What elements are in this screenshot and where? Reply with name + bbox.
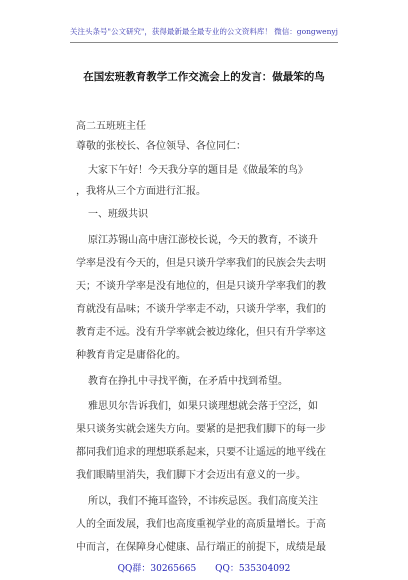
- body-line: 我们眼睛里消失，我们脚下才会迈出有意义的一步。: [76, 470, 306, 481]
- author-line: 高二五班班主任: [76, 121, 146, 132]
- section-heading: 一、班级共识: [88, 209, 148, 220]
- body-line: 果只谈务实就会迷失方向。要紧的是把我们脚下的每一步: [76, 424, 326, 435]
- body-line: ，我将从三个方面进行汇报。: [76, 186, 206, 197]
- body-line: 所以，我们不掩耳盗铃，不讳疾忌医。我们高度关注: [88, 496, 318, 507]
- header-note: 关注头条号"公文研究"，获得最新最全最专业的公文资料库！ 微信：gongwenyj: [70, 27, 338, 36]
- body-line: 种教育肯定是庸俗化的。: [76, 350, 186, 361]
- body-line: 教育在挣扎中寻找平衡，在矛盾中找到希望。: [88, 376, 288, 387]
- footer-qq-contact: QQ：535304092: [215, 564, 291, 574]
- greeting-line: 尊敬的张校长、各位领导、各位同仁：: [76, 141, 246, 152]
- body-line: 大家下午好！今天我分享的题目是《做最笨的鸟》: [88, 165, 308, 176]
- document-title: 在国宏班教育教学工作交流会上的发言：做最笨的鸟: [83, 71, 325, 83]
- body-line: 中而言，在保障身心健康、品行端正的前提下，成绩是最: [76, 542, 326, 553]
- body-line: 天；不谈升学率是没有地位的，但是只谈升学率我们的教: [76, 281, 326, 292]
- body-line: 学率是没有今天的，但是只谈升学率我们的民族会失去明: [76, 258, 326, 269]
- footer: [0, 561, 408, 574]
- body-line: 原江苏锡山高中唐江澎校长说，今天的教育，不谈升: [88, 235, 318, 246]
- body-line: 都同我们追求的理想联系起来，只要不让遥远的地平线在: [76, 447, 326, 458]
- footer-qq-group: QQ群：30265665: [117, 564, 197, 574]
- body-line: 育就没有品味；不谈升学率走不动，只谈升学率，我们的: [76, 304, 326, 315]
- body-line: 教育走不远。没有升学率就会被边缘化，但只有升学率这: [76, 327, 326, 338]
- header-divider: [70, 42, 338, 43]
- body-line: 雅思贝尔告诉我们，如果只谈理想就会落于空泛，如: [88, 401, 318, 412]
- body-line: 人的全面发展，我们也高度重视学业的高质量增长。于高: [76, 519, 326, 530]
